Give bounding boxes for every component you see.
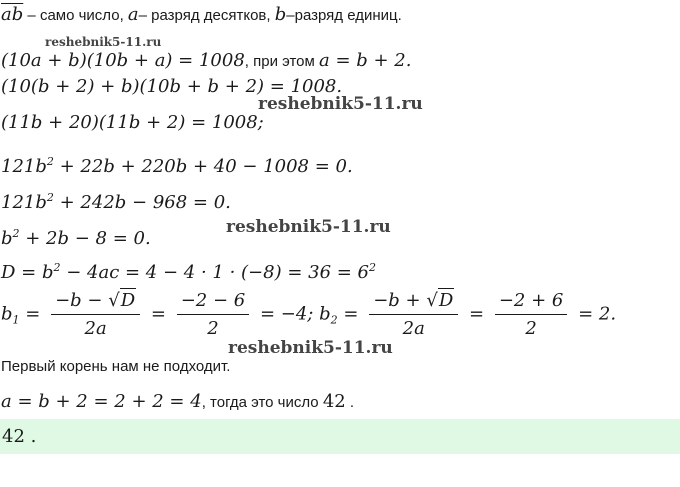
final-line [1, 391, 354, 412]
final-dot: . [345, 394, 355, 411]
disc-exponent-2: 2 [369, 261, 376, 274]
roots-line [1, 290, 616, 339]
equation-5 [1, 192, 231, 213]
equation-2: (10(b + 2) + b)(10b + b + 2) = 1008. [1, 76, 343, 97]
eq6-part1: b [1, 228, 13, 249]
equals-sign: = [343, 303, 359, 325]
root2-subscript: 2 [330, 313, 338, 327]
root1-result: = −4; [259, 303, 314, 325]
root2-var: b [319, 303, 331, 325]
number-ab: $\overline{ab}$ [1, 4, 24, 25]
watermark: reshebnik5-11.ru [258, 94, 423, 114]
fraction-2-numerator: −2 − 6 [177, 290, 250, 315]
watermark: reshebnik5-11.ru [45, 35, 162, 49]
watermark: reshebnik5-11.ru [226, 217, 391, 237]
sqrt-sign: √ [108, 290, 120, 311]
var-b: b [274, 4, 287, 25]
eq4-part1: 121b [1, 156, 47, 177]
disc-exponent-1: 2 [53, 261, 61, 274]
intro-text-3: –разряд единиц. [286, 7, 402, 24]
intro-text-1: – само число, [23, 7, 128, 24]
eq6-part2: + 2b − 8 = 0. [19, 228, 151, 249]
discriminant [1, 262, 376, 283]
eq5-exponent: 2 [46, 191, 54, 204]
final-math: a = b + 2 = 2 + 2 = 4 [1, 391, 202, 412]
fraction-2-denominator: 2 [207, 318, 219, 339]
sqrt-sign: √ [426, 290, 438, 311]
fraction-3-sqrt-arg: D [438, 290, 454, 311]
fraction-3-denominator: 2a [402, 318, 425, 339]
eq6-exponent: 2 [12, 227, 20, 240]
disc-part2: − 4ac = 4 − 4 · 1 · (−8) = 36 = 6 [60, 262, 369, 283]
eq5-part2: + 242b − 968 = 0. [53, 192, 231, 213]
fraction-1-denominator: 2a [84, 318, 107, 339]
fraction-1-sqrt-arg: D [120, 290, 136, 311]
equals-sign: = [150, 303, 166, 325]
fraction-3-numerator [369, 290, 458, 315]
root2-result: = 2. [578, 303, 617, 325]
fraction-2 [177, 290, 250, 339]
note-text: Первый корень нам не подходит. [1, 358, 231, 375]
fraction-1-numerator [51, 290, 140, 315]
final-number: 42 [322, 391, 346, 412]
fraction-4-numerator: −2 + 6 [495, 290, 568, 315]
fraction-3 [369, 290, 458, 339]
equation-4 [1, 156, 353, 177]
root1-var: b [1, 303, 13, 325]
equals-sign: = [25, 303, 41, 325]
fraction-1 [51, 290, 140, 339]
eq4-part2: + 22b + 220b + 40 − 1008 = 0. [53, 156, 353, 177]
eq1-text: , при этом [244, 53, 319, 70]
fraction-4 [495, 290, 568, 339]
var-a: a [127, 4, 139, 25]
fraction-3-num-text: −b + [373, 290, 427, 311]
eq1-condition: a = b + 2. [319, 50, 412, 71]
intro-line [1, 4, 402, 25]
equation-1 [1, 50, 411, 71]
equals-sign: = [469, 303, 485, 325]
watermark: reshebnik5-11.ru [228, 338, 393, 358]
equation-3: (11b + 20)(11b + 2) = 1008; [1, 112, 264, 133]
root1-subscript: 1 [12, 313, 20, 327]
eq5-part1: 121b [1, 192, 47, 213]
eq4-exponent: 2 [46, 155, 54, 168]
intro-text-2: – разряд десятков, [138, 7, 275, 24]
answer-box [0, 419, 680, 454]
disc-part1: D = b [1, 262, 54, 283]
fraction-4-denominator: 2 [525, 318, 537, 339]
answer-value: 42 . [2, 426, 37, 447]
final-text: , тогда это число [201, 394, 323, 411]
equation-6 [1, 228, 151, 249]
eq1-math: (10a + b)(10b + a) = 1008 [1, 50, 245, 71]
fraction-1-num-text: −b − [55, 290, 109, 311]
